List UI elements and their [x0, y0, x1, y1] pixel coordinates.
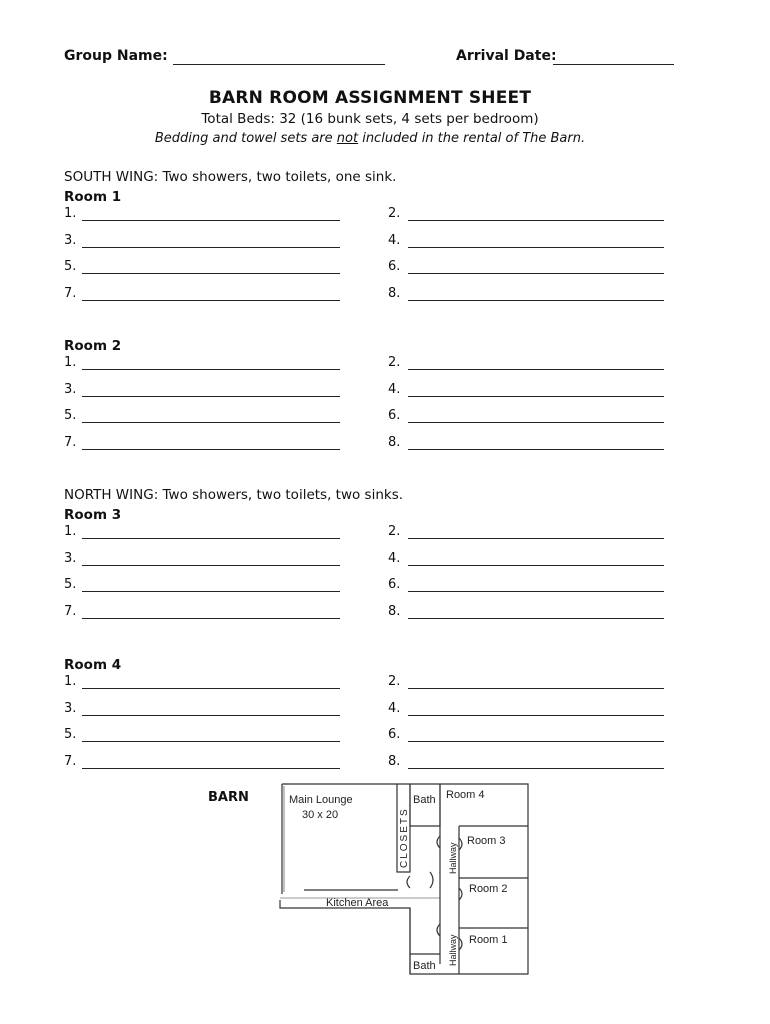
arrival-date-field[interactable] [553, 64, 674, 65]
room3-label: Room 3 [467, 835, 506, 847]
bed-slot-number: 2. [388, 355, 401, 370]
bed-slot-number: 6. [388, 408, 401, 423]
bed-slot-field[interactable] [82, 247, 340, 248]
bed-slot-number: 6. [388, 577, 401, 592]
bed-slot-field[interactable] [82, 369, 340, 370]
bed-slot-field[interactable] [408, 591, 664, 592]
bed-slot-number: 4. [388, 381, 401, 397]
bed-slot-field[interactable] [82, 768, 340, 769]
bed-slot-field[interactable] [82, 591, 340, 592]
page-title: BARN ROOM ASSIGNMENT SHEET [208, 88, 532, 108]
bed-slot-number: 4. [388, 700, 401, 716]
bed-slot-field[interactable] [408, 768, 664, 769]
bed-slot-number: 1. [64, 206, 77, 221]
kitchen-label: Kitchen Area [326, 897, 389, 909]
bed-slot-field[interactable] [408, 565, 664, 566]
bed-slot-field[interactable] [408, 369, 664, 370]
bedding-note-after: included in the rental of The Barn. [358, 131, 586, 146]
bed-slot-field[interactable] [82, 715, 340, 716]
bed-slot-number: 7. [64, 603, 77, 619]
room-label: Room 2 [64, 338, 122, 354]
bed-slot-number: 7. [64, 753, 77, 769]
bed-slot-field[interactable] [82, 741, 340, 742]
bedding-note-emphasis: not [336, 131, 359, 146]
bed-slot-field[interactable] [82, 618, 340, 619]
bed-slot-field[interactable] [82, 396, 340, 397]
arrival-date-label: Arrival Date: [456, 48, 557, 64]
total-beds-text: Total Beds: 32 (16 bunk sets, 4 sets per bedroom) [201, 111, 539, 127]
bed-slot-number: 8. [388, 434, 401, 450]
bed-slot-field[interactable] [408, 247, 664, 248]
closets-label: CLOSETS [399, 807, 410, 868]
room-label: Room 4 [64, 657, 122, 673]
bed-slot-number: 3. [64, 700, 77, 716]
bed-slot-field[interactable] [408, 300, 664, 301]
bed-slot-number: 6. [388, 727, 401, 742]
bed-slot-field[interactable] [408, 422, 664, 423]
barn-floor-plan [260, 776, 540, 981]
bed-slot-field[interactable] [82, 300, 340, 301]
barn-label: BARN [208, 790, 249, 805]
group-name-label: Group Name: [64, 48, 168, 64]
bed-slot-number: 8. [388, 753, 401, 769]
bed-slot-number: 7. [64, 285, 77, 301]
bed-slot-field[interactable] [82, 688, 340, 689]
bed-slot-number: 7. [64, 434, 77, 450]
bed-slot-field[interactable] [82, 220, 340, 221]
bed-slot-field[interactable] [408, 449, 664, 450]
bed-slot-field[interactable] [82, 273, 340, 274]
bed-slot-number: 5. [64, 408, 77, 423]
bed-slot-field[interactable] [408, 741, 664, 742]
bed-slot-field[interactable] [82, 565, 340, 566]
bed-slot-field[interactable] [82, 422, 340, 423]
bed-slot-field[interactable] [408, 538, 664, 539]
bed-slot-field[interactable] [408, 618, 664, 619]
room4-label: Room 4 [446, 789, 485, 801]
lounge-size-label: 30 x 20 [302, 809, 339, 821]
bed-slot-number: 1. [64, 524, 77, 539]
bed-slot-field[interactable] [408, 715, 664, 716]
bath-top-label: Bath [413, 794, 436, 806]
room-label: Room 3 [64, 507, 122, 523]
bed-slot-number: 3. [64, 550, 77, 566]
hallway-bottom-label: Hallway [448, 934, 458, 966]
bed-slot-number: 2. [388, 674, 401, 689]
bed-slot-number: 1. [64, 355, 77, 370]
bed-slot-number: 2. [388, 524, 401, 539]
bed-slot-number: 2. [388, 206, 401, 221]
group-name-field[interactable] [173, 64, 385, 65]
bed-slot-number: 8. [388, 285, 401, 301]
bedding-note-before: Bedding and towel sets are [154, 131, 337, 146]
bed-slot-number: 5. [64, 259, 77, 274]
bed-slot-field[interactable] [408, 396, 664, 397]
bed-slot-field[interactable] [408, 220, 664, 221]
bed-slot-number: 4. [388, 232, 401, 248]
bed-slot-number: 5. [64, 577, 77, 592]
main-lounge-label: Main Lounge [289, 794, 353, 806]
bed-slot-field[interactable] [82, 449, 340, 450]
south-wing-heading: SOUTH WING: Two showers, two toilets, one sink. [64, 169, 397, 185]
bath-bottom-label: Bath [413, 960, 436, 972]
bed-slot-number: 3. [64, 381, 77, 397]
bed-slot-number: 3. [64, 232, 77, 248]
hallway-top-label: Hallway [448, 842, 458, 874]
north-wing-heading: NORTH WING: Two showers, two toilets, two sinks. [64, 487, 404, 503]
bed-slot-number: 1. [64, 674, 77, 689]
room1-label: Room 1 [469, 934, 508, 946]
bed-slot-field[interactable] [408, 273, 664, 274]
bed-slot-number: 5. [64, 727, 77, 742]
bed-slot-number: 6. [388, 259, 401, 274]
bed-slot-field[interactable] [82, 538, 340, 539]
bedding-note [0, 131, 740, 146]
bed-slot-number: 4. [388, 550, 401, 566]
room-label: Room 1 [64, 189, 122, 205]
bed-slot-number: 8. [388, 603, 401, 619]
bed-slot-field[interactable] [408, 688, 664, 689]
room2-label: Room 2 [469, 883, 508, 895]
